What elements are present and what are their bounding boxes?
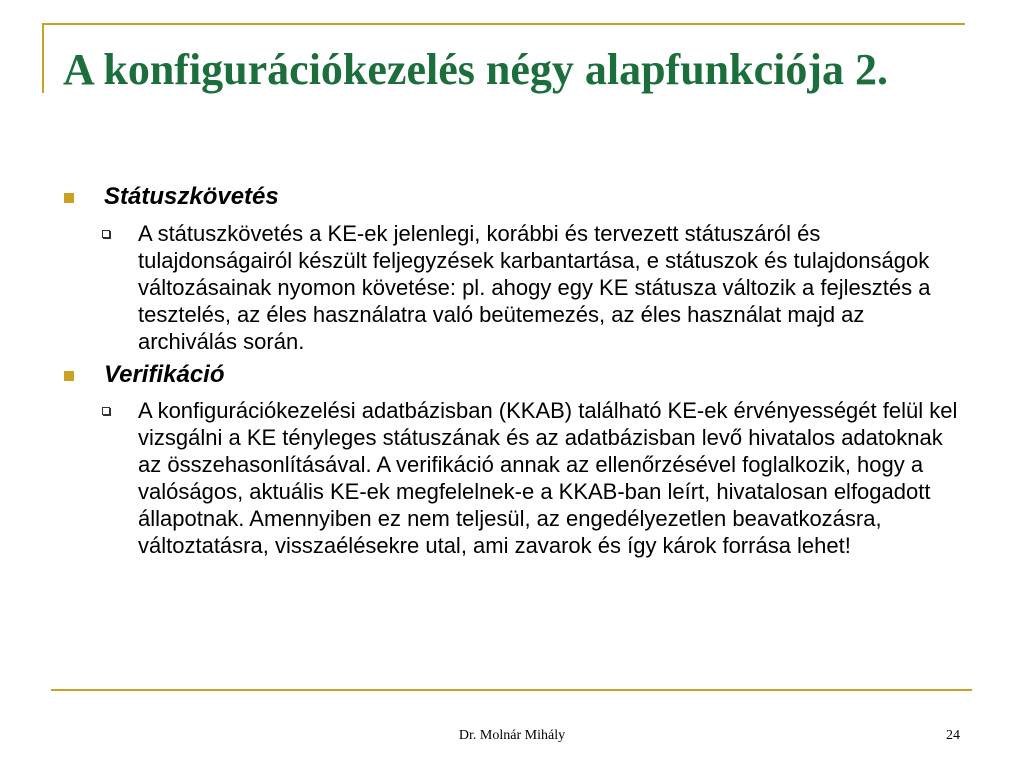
square-bullet-icon xyxy=(64,371,74,381)
slide-title: A konfigurációkezelés négy alapfunkciója 2. xyxy=(63,45,889,94)
sub-bullet-text: A konfigurációkezelési adatbázisban (KKAB) található KE-ek érvényességét felül kel vizsgálni a KE tényleges státuszának és az adatbázisban levő hivatalos adatoknak az összehasonlításával. A verifikáció annak az ellenőrzésével foglalkozik, hogy a valóságos, aktuális KE-ek megfelelnek-e a KKAB-ban leírt, hivatalosan elfogadott állapotnak. Amennyiben ez nem teljesül, az engedélyezetlen beavatkozásra, változtatásra, visszaélésekre utal, ami zavarok és így károk forrása lehet! xyxy=(138,398,958,558)
bullet-heading: Státuszkövetés xyxy=(104,183,279,210)
footer-author: Dr. Molnár Mihály xyxy=(458,728,566,743)
bullet-item-statuszkovetes xyxy=(64,183,964,211)
sub-bullet-item xyxy=(138,397,964,559)
square-bullet-icon xyxy=(64,193,74,203)
left-border-line xyxy=(42,23,44,93)
sub-bullet-text: A státuszkövetés a KE-ek jelenlegi, korábbi és tervezett státuszáról és tulajdonságairól készült feljegyzések karbantartása, e státuszok és tulajdonságok változásainak nyomon követése: pl. ahogy egy KE státusza változik a fejlesztés a tesztelés, az éles használatra való beütemezés, az éles használat majd az archiválás során. xyxy=(138,221,931,354)
slide-content xyxy=(64,183,964,559)
hollow-square-bullet-icon xyxy=(102,407,110,415)
top-border-line xyxy=(42,23,965,25)
page-number: 24 xyxy=(946,728,960,743)
bullet-heading: Verifikáció xyxy=(104,361,225,388)
bullet-item-verifikacio xyxy=(64,361,964,389)
hollow-square-bullet-icon xyxy=(102,230,110,238)
bottom-divider-line xyxy=(51,689,972,691)
sub-bullet-item xyxy=(138,220,964,355)
